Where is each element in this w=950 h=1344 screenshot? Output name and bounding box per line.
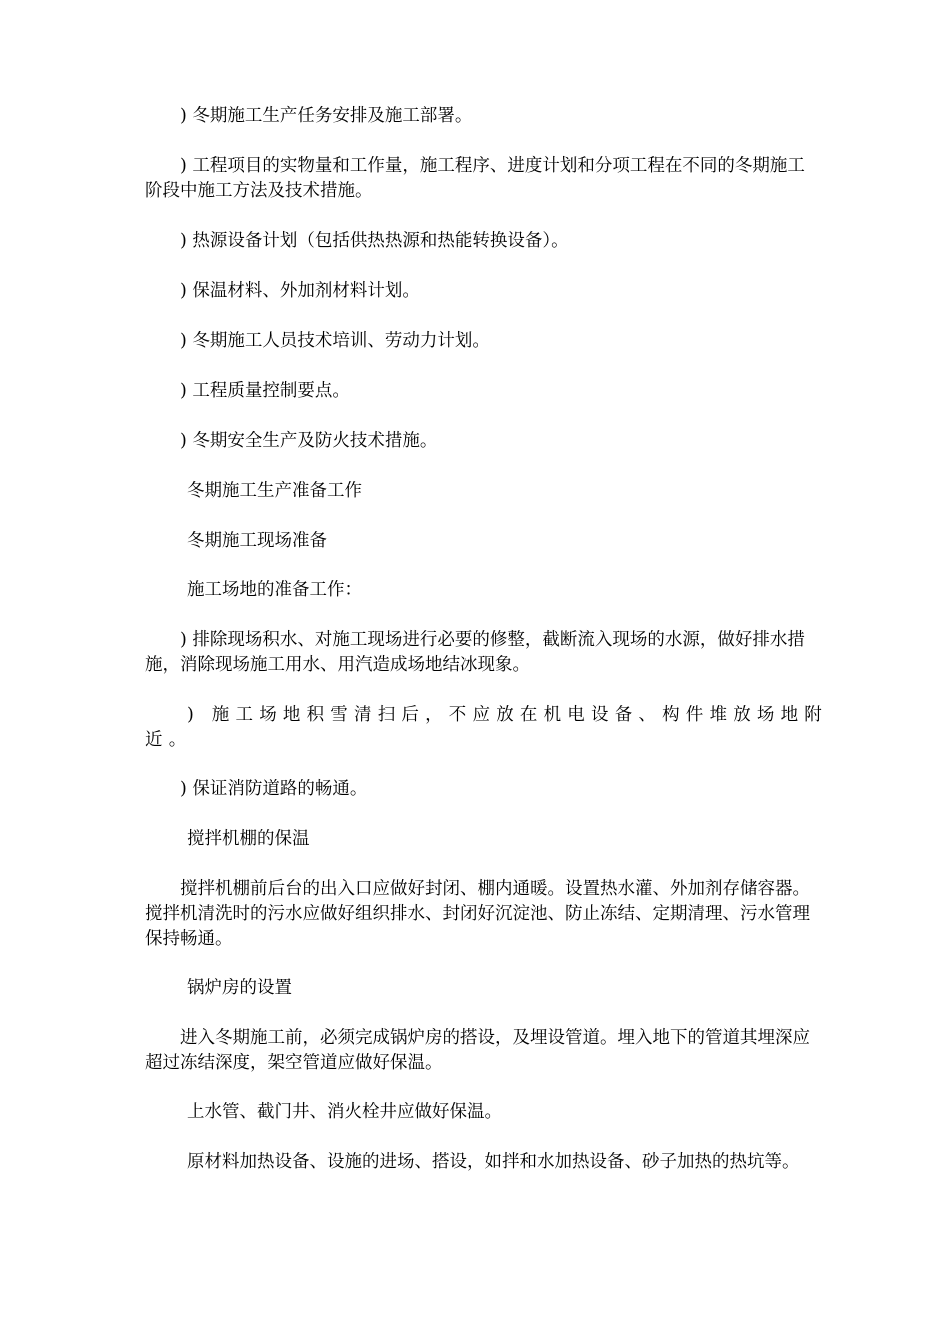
list-item-safety-fire: ) 冬期安全生产及防火技术措施。 <box>180 431 438 451</box>
list-item-snow-clearing: ) 施工场地积雪清扫后，不应放在机电设备、构件堆放场地附近。 <box>145 705 828 750</box>
section-heading-site-work: 施工场地的准备工作： <box>187 580 362 600</box>
list-item-heat-equipment: ) 热源设备计划（包括供热热源和热能转换设备）。 <box>180 231 569 251</box>
list-item-fire-road: ) 保证消防道路的畅通。 <box>180 779 368 799</box>
list-item-construction-methods: ) 工程项目的实物量和工作量，施工程序、进度计划和分项工程在不同的冬期施工阶段中施工方法及技术措施。 <box>145 156 805 201</box>
list-item-training-plan: ) 冬期施工人员技术培训、劳动力计划。 <box>180 331 490 351</box>
paragraph-boiler-room: 进入冬期施工前，必须完成锅炉房的搭设，及埋设管道。埋入地下的管道其埋深应超过冻结深度，架空管道应做好保温。 <box>145 1028 810 1073</box>
section-heading-boiler-room: 锅炉房的设置 <box>187 978 292 998</box>
section-heading-mixer-shed: 搅拌机棚的保温 <box>187 829 310 849</box>
list-item-materials-plan: ) 保温材料、外加剂材料计划。 <box>180 281 420 301</box>
paragraph-mixer-shed: 搅拌机棚前后台的出入口应做好封闭、棚内通暖。设置热水灌、外加剂存储容器。搅拌机清洗时的污水应做好组织排水、封闭好沉淀池、防止冻结、定期清理、污水管理保持畅通。 <box>145 879 810 949</box>
list-item-drainage: ) 排除现场积水、对施工现场进行必要的修整，截断流入现场的水源，做好排水措施，消除现场施工用水、用汽造成场地结冰现象。 <box>145 630 805 675</box>
paragraph-heating-equipment: 原材料加热设备、设施的进场、搭设，如拌和水加热设备、砂子加热的热坑等。 <box>187 1152 800 1172</box>
section-heading-preparation: 冬期施工生产准备工作 <box>187 481 362 501</box>
section-heading-site-preparation: 冬期施工现场准备 <box>187 531 327 551</box>
list-item-task-arrangement: ) 冬期施工生产任务安排及施工部署。 <box>180 106 473 126</box>
list-item-quality-control: ) 工程质量控制要点。 <box>180 381 350 401</box>
paragraph-pipe-insulation: 上水管、截门井、消火栓井应做好保温。 <box>187 1102 502 1122</box>
